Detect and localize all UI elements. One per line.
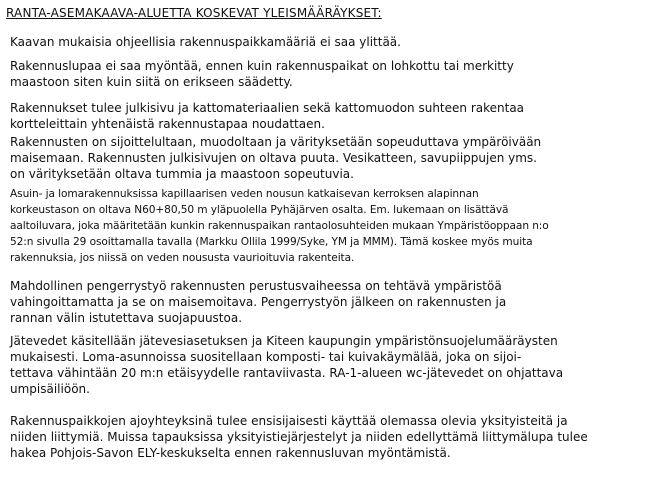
paragraph-building-permit: Rakennuslupaa ei saa myöntää, ennen kuin rakennuspaikat on lohkottu tai merkitty maastoon siten kuin siitä on erikseen säädetty.: [10, 59, 514, 89]
paragraph-wastewater: Jätevedet käsitellään jätevesiasetuksen ja Kiteen kaupungin ympäristönsuojelumääräysten mukaisesti. Loma-asunnoissa suositellaan komposti- tai kuivakäymälää, joka on sijoi- tettava vähintään 20 m:n etäisyydelle rantaviivasta. RA-1-alueen wc-jätevedet on ohjattava umpisäiliöön.: [10, 334, 564, 396]
paragraph-flood-level: Asuin- ja lomarakennuksissa kapillaarisen veden nousun katkaisevan kerroksen alapinnan korkeustason on oltava N60+80,50 m yläpuolella Pyhäjärven osalta. Em. lukemaan on lisättävä aaltoiluvara, joka määritetään kunkin rakennuspaikan rantaolosuhteiden mukaan Ympäristöoppaan n:o 52:n sivulla 29 osoittamalla tavalla (Markku Ollila 1999/Syke, YM ja MMM). Tämä koskee myös muita rakennuksia, jos niissä on veden noususta vaurioituvia rakenteita.: [10, 188, 549, 264]
paragraph-facade-materials: Rakennukset tulee julkisivu ja kattomateriaalien sekä kattomuodon suhteen rakentaa kortteleittain yhtenäistä rakennustapaa noudattaen.: [10, 101, 525, 131]
paragraph-embankment: Mahdollinen pengerrystyö rakennusten perustusvaiheessa on tehtävä ympäristöä vahingoittamatta ja se on maisemoitava. Pengerrystyön jälkeen on rakennusten ja rannan välin istutettava suojapuustoa.: [10, 279, 507, 325]
paragraph-building-placement: Rakennusten on sijoittelultaan, muodoltaan ja värityksetään sopeuduttava ympäröivään maisemaan. Rakennusten julkisivujen on oltava puuta. Vesikatteen, savupiippujen yms. on värityksetään oltava tummia ja maastoon sopeutuvia.: [10, 135, 542, 181]
paragraph-road-access: Rakennuspaikkojen ajoyhteyksinä tulee ensisijaisesti käyttää olemassa olevia yksityisteitä ja niiden liittymiä. Muissa tapauksissa yksityistiejärjestelyt ja niiden edellyttämä liittymälupa tulee hakea Pohjois-Savon ELY-keskukselta ennen rakennusluvan myöntämistä.: [10, 414, 588, 460]
paragraph-building-site-count: Kaavan mukaisia ohjeellisia rakennuspaikkamääriä ei saa ylittää.: [10, 35, 401, 49]
document-title: RANTA-ASEMAKAAVA-ALUETTA KOSKEVAT YLEISMÄÄRÄYKSET:: [6, 6, 382, 20]
